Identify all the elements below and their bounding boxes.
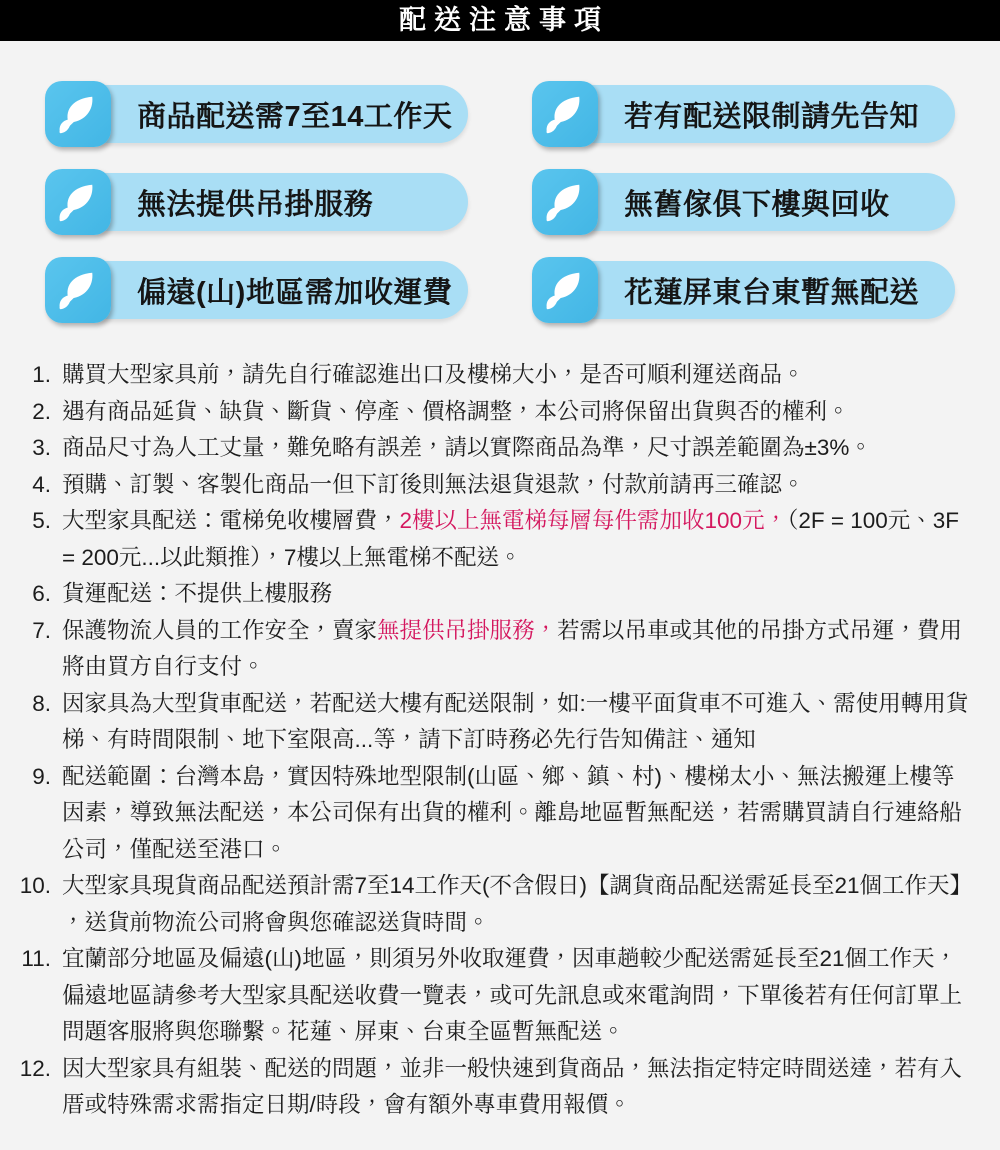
note-number: 12.: [19, 1055, 51, 1081]
note-number: 4.: [32, 471, 51, 497]
badge-pill: [562, 173, 955, 231]
delivery-badge: [45, 81, 468, 147]
page-title: 配送注意事項: [399, 5, 609, 35]
note-item: [0, 430, 976, 467]
delivery-badge: [532, 81, 955, 147]
note-number: 3.: [32, 435, 51, 460]
badge-label: 無法提供吊掛服務: [137, 188, 374, 221]
badge-pill: [562, 261, 955, 319]
note-item: [0, 394, 976, 431]
note-item: [0, 467, 976, 504]
note-text: [62, 686, 976, 759]
note-number: 10.: [19, 873, 51, 898]
note-number: 11.: [21, 946, 51, 971]
note-text: [62, 868, 976, 941]
note-segment: 因家具為大型貨車配送，若配送大樓有配送限制，如:一樓平面貨車不可進入、需使用轉用貨梯、有時間限制、地下室限高...等，請下訂時務必先行告知備註、通知: [62, 690, 969, 752]
note-item: [0, 941, 976, 1051]
note-text: [62, 357, 976, 394]
note-item: [0, 686, 976, 759]
note-segment: 貨運配送：不提供上樓服務: [62, 581, 333, 606]
leaf-icon: [45, 169, 111, 235]
note-segment: 配送範圍：台灣本島，實因特殊地型限制(山區、鄉、鎮、村)、樓梯太小、無法搬運上樓等因素，導致無法配送，本公司保有出貨的權利。離島地區暫無配送，若需購買請自行連絡船公司，僅配送至港口。: [62, 763, 963, 862]
note-segment: 大型家具現貨商品配送預計需7至14工作天(不含假日)【調貨商品配送需延長至21個工作天】，送貨前物流公司將會與您確認送貨時間。: [62, 873, 961, 935]
badge-label: 偏遠(山)地區需加收運費: [137, 276, 453, 309]
note-segment: 宜蘭部分地區及偏遠(山)地區，則須另外收取運費，因車趟較少配送需延長至21個工作天，偏遠地區請參考大型家具配送收費一覽表，或可先訊息或來電詢問，下單後若有任何訂單上問題客服將與您聯繫。花蓮、屏東、台東全區暫無配送。: [62, 946, 963, 1044]
leaf-icon: [45, 81, 111, 147]
delivery-badge: [532, 169, 955, 235]
note-segment: 遇有商品延貨、缺貨、斷貨、停產、價格調整，本公司將保留出貨與否的權利。: [62, 398, 850, 424]
badge-pill: [562, 85, 955, 143]
badge-label: 若有配送限制請先告知: [624, 100, 920, 133]
badge-label: 商品配送需7至14工作天: [137, 100, 453, 133]
note-segment: 大型家具配送：電梯免收樓層費，: [62, 508, 400, 533]
note-segment: 商品尺寸為人工丈量，難免略有誤差，請以實際商品為準，尺寸誤差範圍為±3%。: [62, 435, 872, 460]
note-item: [0, 503, 976, 576]
note-text: [62, 1051, 976, 1124]
badge-label: 花蓮屏東台東暫無配送: [624, 276, 920, 309]
notes-list: [0, 357, 1000, 1124]
page-header: [0, 0, 1000, 41]
note-text: [62, 503, 976, 576]
note-number: 9.: [32, 763, 51, 789]
delivery-badge: [45, 169, 468, 235]
note-item: [0, 613, 976, 686]
note-segment: 若需以吊車或其他的吊掛方式吊運，費用將由買方自行支付。: [62, 617, 963, 679]
note-segment: 因大型家具有組裝、配送的問題，並非一般快速到貨商品，無法指定特定時間送達，若有入厝或特殊需求需指定日期/時段，會有額外專車費用報價。: [62, 1055, 963, 1117]
note-item: [0, 759, 976, 869]
note-segment: 預購、訂製、客製化商品一但下訂後則無法退貨退款，付款前請再三確認。: [62, 471, 805, 497]
note-number: 8.: [32, 690, 51, 716]
note-number: 1.: [32, 362, 51, 387]
note-item: [0, 576, 976, 613]
badge-label: 無舊傢俱下樓與回收: [624, 188, 890, 221]
note-item: [0, 357, 976, 394]
note-text: [62, 394, 976, 431]
note-number: 6.: [32, 581, 51, 606]
badge-grid: [0, 41, 1000, 323]
note-segment: 購買大型家具前，請先自行確認進出口及樓梯大小，是否可順利運送商品。: [62, 362, 805, 387]
note-number: 5.: [32, 508, 51, 533]
note-text: [62, 613, 976, 686]
note-item: [0, 1051, 976, 1124]
note-segment: 保護物流人員的工作安全，賣家: [62, 617, 378, 643]
delivery-badge: [532, 257, 955, 323]
note-highlight-text: 2樓以上無電梯每層每件需加收100元，: [399, 508, 788, 533]
badge-pill: [75, 85, 468, 143]
note-segment: （2F = 100元、3F = 200元...以此類推），7樓以上無電梯不配送。: [62, 508, 960, 570]
leaf-icon: [45, 257, 111, 323]
badge-pill: [75, 173, 468, 231]
leaf-icon: [532, 169, 598, 235]
leaf-icon: [532, 81, 598, 147]
note-text: [62, 467, 976, 504]
note-highlight-text: 無提供吊掛服務，: [377, 617, 558, 643]
note-text: [62, 576, 976, 613]
badge-pill: [75, 261, 468, 319]
leaf-icon: [532, 257, 598, 323]
note-text: [62, 430, 976, 467]
note-number: 2.: [32, 398, 51, 424]
delivery-badge: [45, 257, 468, 323]
note-text: [62, 941, 976, 1051]
note-text: [62, 759, 976, 869]
note-item: [0, 868, 976, 941]
note-number: 7.: [32, 617, 51, 643]
